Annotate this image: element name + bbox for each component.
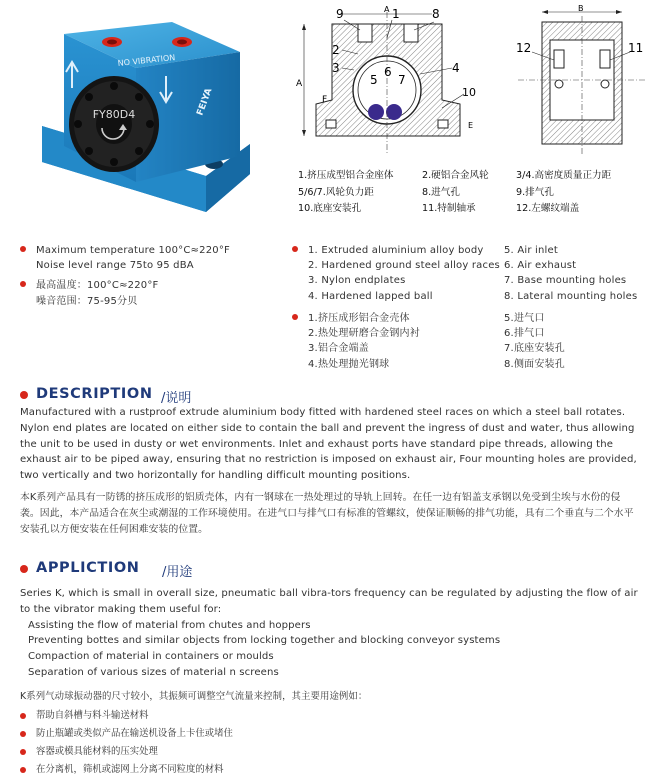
use-item-cn — [20, 709, 420, 727]
part-item: 7. Base mounting holes — [504, 275, 627, 287]
diagram-label: 3 — [332, 61, 340, 75]
diagram-label: 4 — [452, 61, 460, 75]
spec-line: Noise level range 75to 95 dBA — [36, 260, 194, 272]
part-item: 5.进气口 — [504, 313, 545, 324]
heading-en: DESCRIPTION — [36, 386, 153, 402]
part-item: 8.侧面安装孔 — [504, 358, 565, 370]
legend-item: 11.特制轴承 — [422, 203, 476, 214]
heading-cn: /用途 — [162, 565, 193, 580]
parts-legend — [298, 168, 654, 218]
part-item: 4.热处理抛光钢球 — [308, 358, 390, 370]
spec-line: 最高温度：100°C≈220°F — [36, 280, 159, 292]
description-text-cn: 本K系列产品具有一防锈的挤压成形的铝质壳体，内有一钢球在一热处理过的导轨上回转。在任一边有铝盖支承钢以免受到尘埃与水份的侵袭。因此，本产品适合在灰尘或潮湿的工作环境使用。在进气口与排气口有标准的管螺纹，使保证顺畅的排气功能，具有二个垂直与二个水平安装孔以方便安装在任何困难安装的位置。 — [20, 492, 634, 535]
application-list-cn — [20, 709, 420, 781]
heading-en: APPLICTION — [36, 560, 140, 576]
end-plate-icon — [69, 76, 159, 172]
diagram-label: 8 — [432, 7, 440, 21]
diagram-label: 9 — [336, 7, 344, 21]
use-item-cn — [20, 745, 420, 763]
legend-item: 3/4.高密度质量正力距 — [516, 170, 612, 181]
use-text: 在分离机，筛机或滤网上分离不同粒度的材料 — [36, 764, 224, 775]
product-photo — [6, 6, 268, 230]
spec-list — [20, 243, 270, 314]
legend-item: 12.左螺纹端盖 — [516, 203, 580, 214]
application-text-en — [20, 586, 640, 681]
use-item-cn — [20, 763, 420, 781]
bullet-icon — [20, 749, 26, 755]
model-label: FY80D4 — [92, 108, 136, 121]
legend-item: 5/6/7.风轮负力距 — [298, 186, 374, 198]
use-item: Assisting the flow of material from chutes and hoppers — [28, 619, 311, 631]
use-text: 容器或模具能材料的压实处理 — [36, 746, 158, 757]
legend-item: 2.硬铝合金风轮 — [422, 170, 489, 181]
diagram-label: 7 — [398, 73, 406, 87]
use-item: Preventing bottes and similar objects from locking together and blocking conveyor systems — [28, 635, 501, 647]
diagram-label: E — [468, 121, 474, 130]
part-item: 7.底座安装孔 — [504, 343, 565, 355]
bullet-icon — [20, 767, 26, 773]
top-label: NO VIBRATION — [117, 53, 176, 68]
use-text: 防止瓶罐或类似产品在输送机设备上卡住或堵住 — [36, 728, 233, 739]
diagram-label: 1 — [392, 7, 400, 21]
diagram-label: 5 — [370, 73, 378, 87]
diagram-label: F — [322, 95, 328, 105]
use-item: Compaction of material in containers or moulds — [28, 651, 274, 663]
side-brand: FEIYA — [195, 87, 215, 118]
application-intro-cn: K系列气动球振动器的尺寸较小，其振频可调整空气流量来控制，其主要用途例如： — [20, 691, 368, 702]
legend-item: 1.挤压成型铝合金座体 — [298, 170, 394, 181]
diagram-label: 10 — [462, 86, 476, 99]
section-diagram — [292, 4, 482, 164]
bullet-icon — [20, 713, 26, 719]
application-intro: Series K, which is small in overall size, pneumatic ball vibra-tors frequency can be regulated by adjusting the flow of air to the vibrator making them useful for: — [20, 588, 638, 615]
use-text: 帮助自斜槽与料斗输送材料 — [36, 710, 149, 721]
description-text-en: Manufactured with a rustproof extrude aluminium body fitted with hardened steel races on which a steel ball rotates. Nylon end plates are located on either side to contain the ball and prevent the ingress of dust and water, thus allowing the unit to be used in dusty or wet environments. Inlet and exhaust ports have standard pipe threads, allowing the exhaust air to be piped away, ensuring that no restriction is imposed on exhaust air, Four mounting holes are provided, two vertically and two horizontally for handling difficult mounting positions. — [20, 407, 637, 482]
side-label: 11 — [628, 41, 644, 55]
bullet-icon — [20, 281, 26, 287]
legend-item: 9.排气孔 — [516, 186, 554, 198]
spec-item — [20, 243, 270, 273]
diagram-label: A — [296, 79, 303, 89]
bullet-icon — [20, 391, 28, 399]
parts-list-en — [292, 243, 652, 304]
parts-list-cn — [292, 311, 652, 372]
use-item: Separation of various sizes of material n screens — [28, 666, 279, 678]
legend-item: 10.底座安装孔 — [298, 203, 362, 214]
spec-line: 噪音范围：75-95分贝 — [36, 295, 138, 307]
bullet-icon — [20, 731, 26, 737]
part-item: 3.铝合金端盖 — [308, 343, 369, 355]
part-item: 8. Lateral mounting holes — [504, 290, 638, 302]
bullet-icon — [20, 565, 28, 573]
part-item: 3. Nylon endplates — [308, 275, 406, 287]
side-label: B — [578, 4, 584, 13]
part-item: 5. Air inlet — [504, 245, 558, 256]
part-item: 4. Hardened lapped ball — [308, 290, 433, 302]
side-label: 12 — [516, 41, 532, 55]
spec-line: Maximum temperature 100°C≈220°F — [36, 245, 230, 256]
part-item: 2.热处理研磨合金钢内衬 — [308, 328, 420, 340]
heading-cn: /说明 — [161, 391, 192, 406]
spec-item — [20, 278, 270, 308]
part-item: 2. Hardened ground steel alloy races — [308, 260, 500, 272]
legend-item: 8.进气孔 — [422, 186, 460, 198]
diagram-label: 6 — [384, 65, 392, 79]
side-diagram — [514, 4, 650, 162]
diagram-label: A — [384, 5, 390, 14]
part-item: 6. Air exhaust — [504, 260, 577, 272]
part-item: 6.排气口 — [504, 328, 545, 340]
bullet-icon — [20, 246, 26, 252]
part-item: 1. Extruded aluminium alloy body — [308, 245, 484, 256]
diagram-label: 2 — [332, 43, 340, 57]
use-item-cn — [20, 727, 420, 745]
part-item: 1.挤压成形铝合金壳体 — [308, 313, 410, 324]
